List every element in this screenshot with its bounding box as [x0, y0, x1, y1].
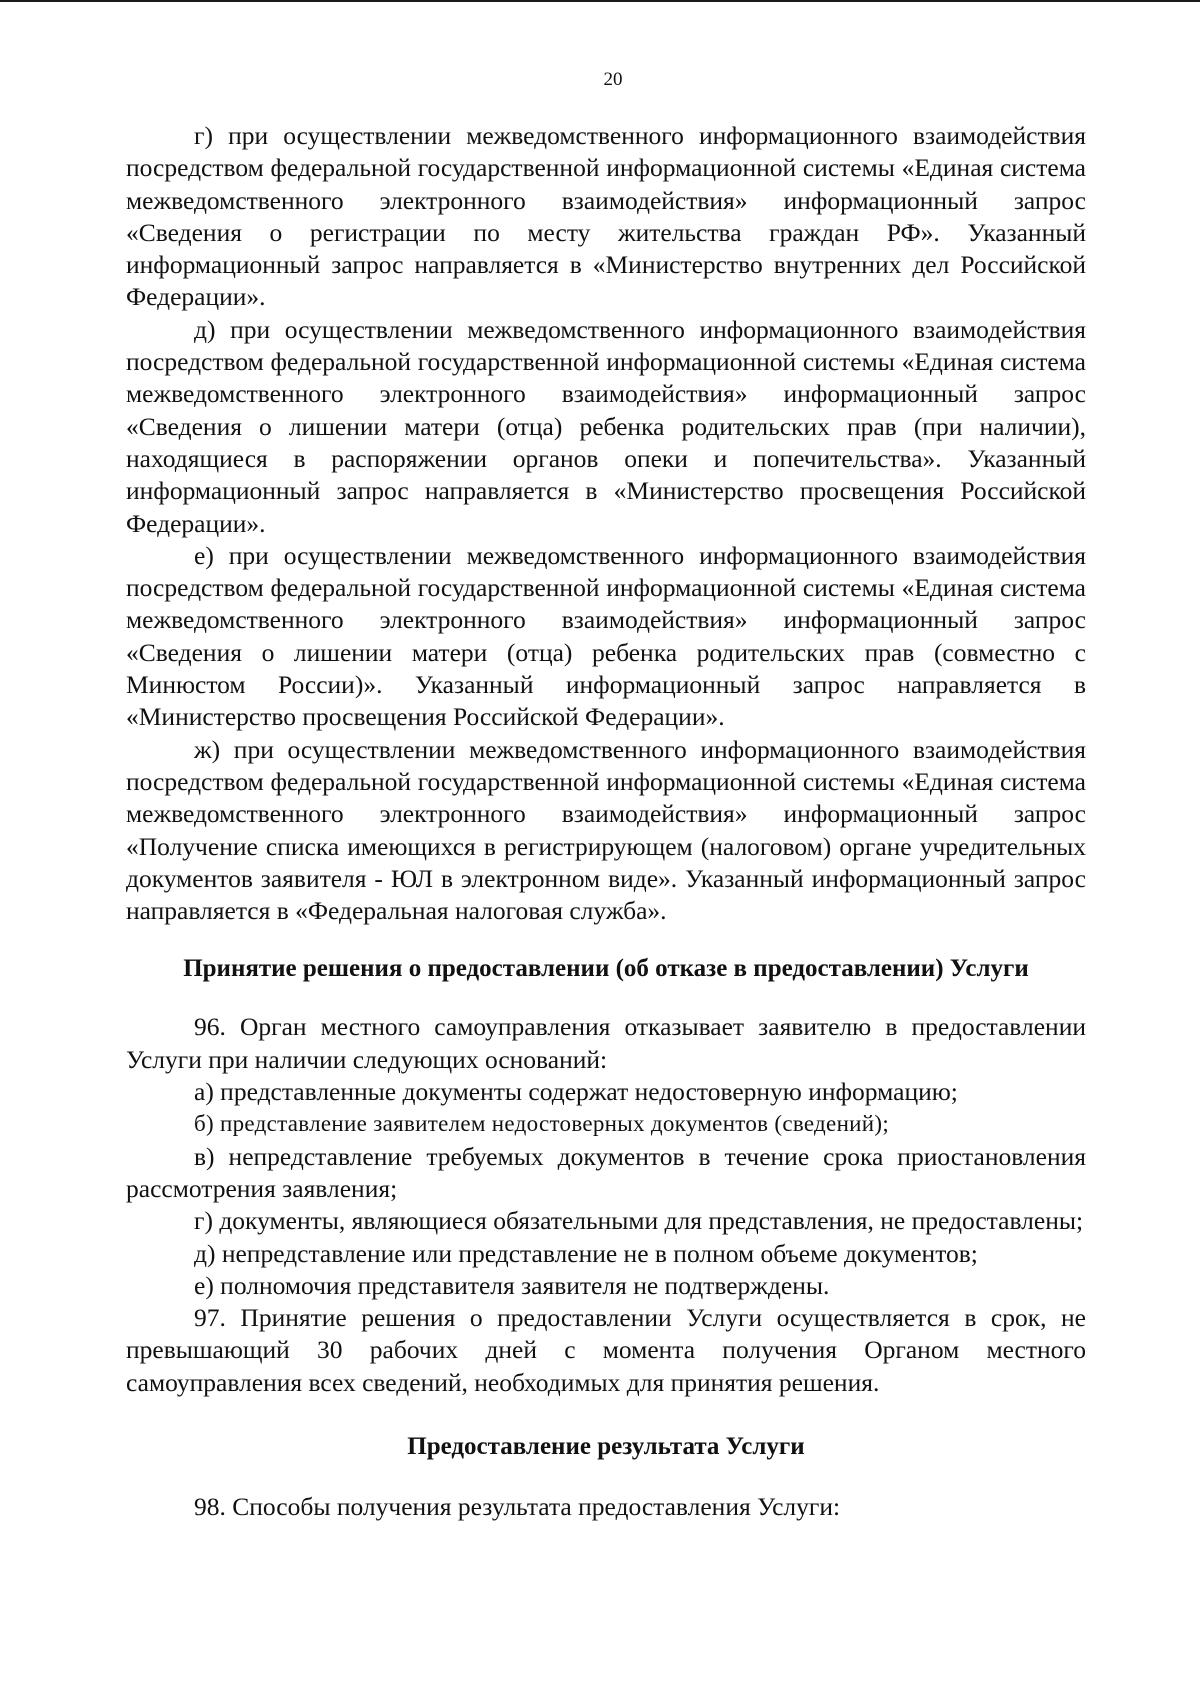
- list-item-b: б) представление заявителем недостоверных документов (сведений);: [194, 1111, 890, 1137]
- list-item-v: в) непредставление требуемых документов в течение срока приостановления рассмотрения заявления;: [126, 1141, 1086, 1203]
- paragraph-zh-interagency-request: ж) при осуществлении межведомственного информационного взаимодействия посредством федеральной государственной информационной системы «Единая система межведомственного электронного взаимодействия» информационный запрос «Получение списка имеющихся в регистрирующем (налоговом) органе учредительных документов заявителя - ЮЛ в электронном виде». Указанный информационный запрос направляется в «Федеральная налоговая служба».: [126, 734, 1086, 926]
- list-item-a: а) представленные документы содержат недостоверную информацию;: [194, 1077, 958, 1107]
- list-item-g: г) документы, являющиеся обязательными для представления, не предоставлены;: [194, 1206, 1084, 1236]
- page-number: 20: [603, 69, 623, 90]
- paragraph-97-decision-term: 97. Принятие решения о предоставлении Услуги осуществляется в срок, не превышающий 30 рабочих дней с момента получения Органом местного самоуправления всех сведений, необходимых для принятия решения.: [126, 1303, 1086, 1397]
- paragraph-98-result-methods: 98. Способы получения результата предоставления Услуги:: [194, 1491, 841, 1521]
- paragraph-96-refusal-grounds: 96. Орган местного самоуправления отказывает заявителю в предоставлении Услуги при наличии следующих оснований:: [126, 1012, 1086, 1074]
- paragraph-d-interagency-request: д) при осуществлении межведомственного информационного взаимодействия посредством федеральной государственной информационной системы «Единая система межведомственного электронного взаимодействия» информационный запрос «Сведения о лишении матери (отца) ребенка родительских прав (при наличии), находящиеся в распоряжении органов опеки и попечительства». Указанный информационный запрос направляется в «Министерство просвещения Российской Федерации».: [126, 314, 1086, 538]
- document-page: [126, 68, 1086, 1523]
- paragraph-e-interagency-request: е) при осуществлении межведомственного информационного взаимодействия посредством федеральной государственной информационной системы «Единая система межведомственного электронного взаимодействия» информационный запрос «Сведения о лишении матери (отца) ребенка родительских прав (совместно с Минюстом России)». Указанный информационный запрос направляется в «Министерство просвещения Российской Федерации».: [126, 540, 1086, 732]
- list-item-d: д) непредставление или представление не в полном объеме документов;: [194, 1238, 978, 1268]
- section-heading-decision: Принятие решения о предоставлении (об отказе в предоставлении) Услуги: [183, 955, 1029, 983]
- scan-top-edge: [0, 0, 1200, 2]
- list-item-e: е) полномочия представителя заявителя не подтверждены.: [194, 1270, 830, 1300]
- paragraph-g-interagency-request: г) при осуществлении межведомственного информационного взаимодействия посредством федеральной государственной информационной системы «Единая система межведомственного электронного взаимодействия» информационный запрос «Сведения о регистрации по месту жительства граждан РФ». Указанный информационный запрос направляется в «Министерство внутренних дел Российской Федерации».: [126, 121, 1086, 312]
- section-heading-result: Предоставление результата Услуги: [407, 1432, 805, 1460]
